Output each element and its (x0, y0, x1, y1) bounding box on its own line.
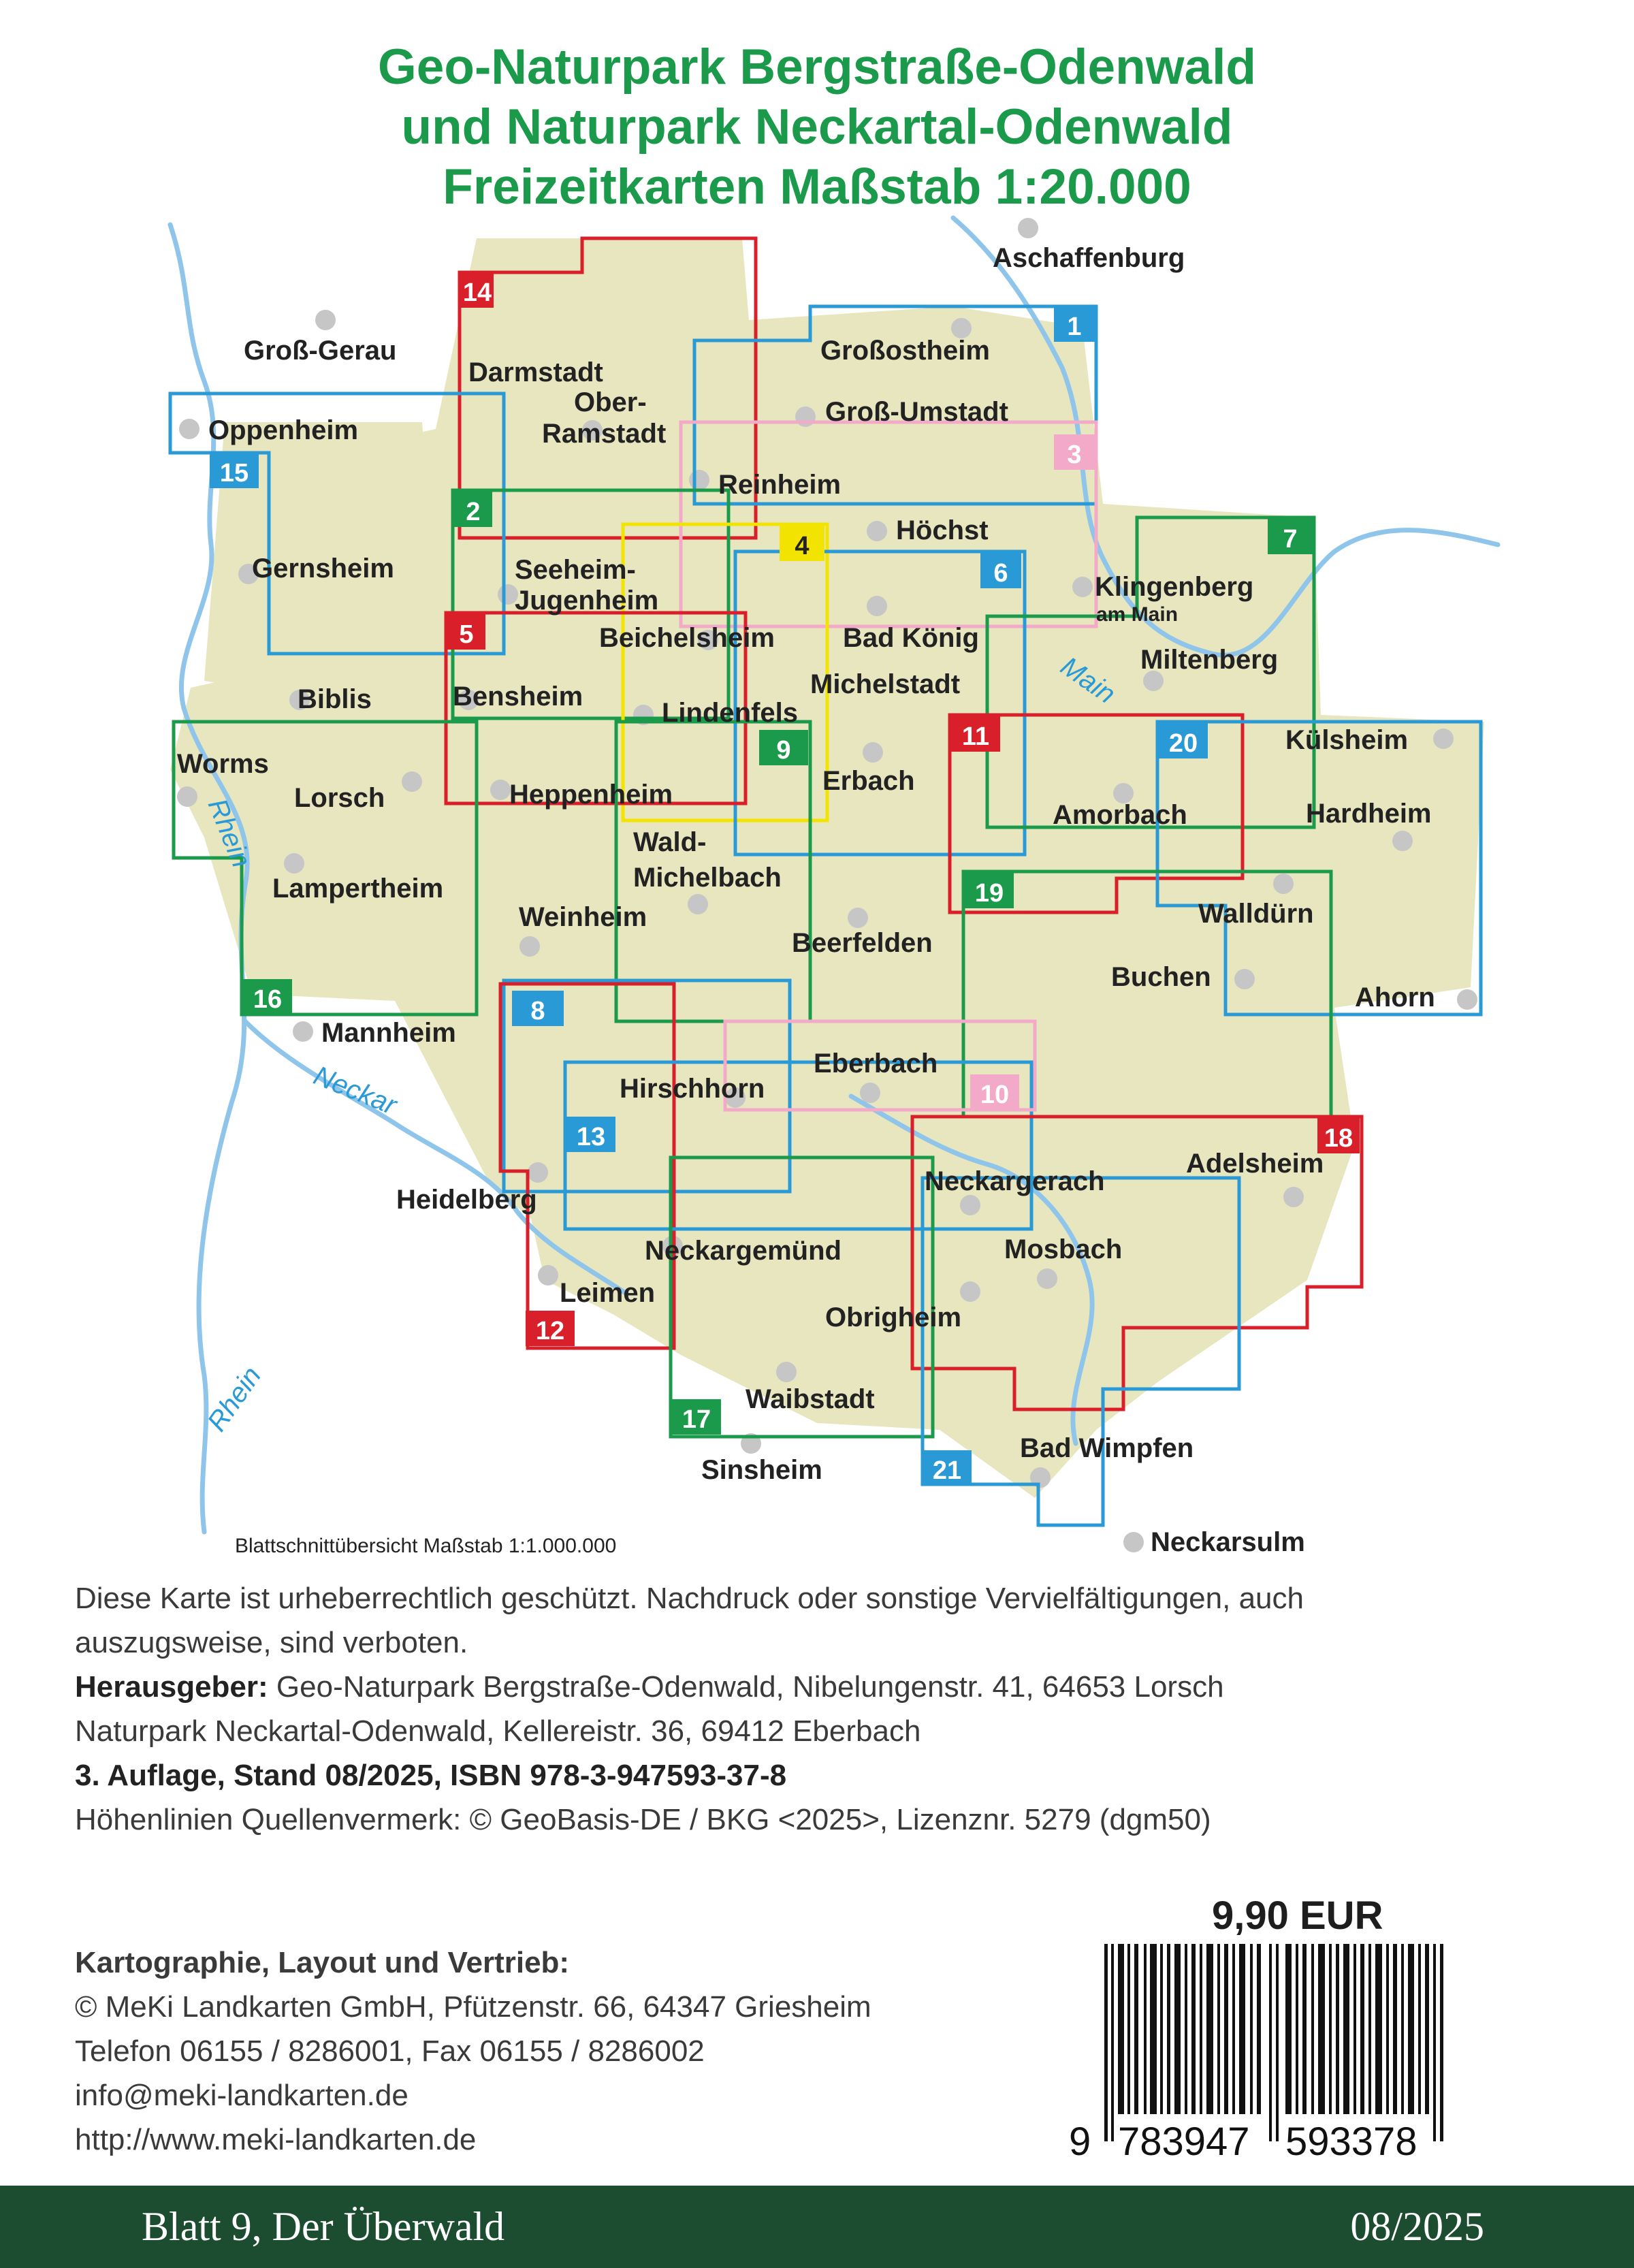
sheet-badge-3 (1054, 434, 1095, 470)
river-label-rhein-north: Rhein (202, 794, 257, 872)
svg-text:18: 18 (1324, 1124, 1353, 1153)
place-label: Beichelsheim (599, 623, 775, 653)
edition-text: 3. Auflage, Stand 08/2025, ISBN 978-3-947593-37-8 (75, 1759, 787, 1792)
sheet-badge-1 (1054, 306, 1095, 342)
place-label: Gernsheim (252, 554, 394, 584)
place-label: Neckargerach (925, 1166, 1105, 1196)
place-label: Groß-Gerau (244, 336, 397, 366)
sheet-badge-20 (1159, 723, 1208, 758)
place-label: Heppenheim (509, 780, 673, 810)
place-label: Mannheim (321, 1018, 456, 1048)
sheet-badge-18 (1317, 1118, 1360, 1153)
sheet-badge-8 (512, 991, 564, 1026)
barcode-group-1: 783947 (1118, 2120, 1250, 2162)
place-label: Külsheim (1285, 725, 1409, 755)
place-label: Groß-Umstadt (825, 397, 1008, 427)
place-label: Sinsheim (701, 1455, 822, 1485)
svg-text:7: 7 (1283, 525, 1298, 554)
footer-date: 08/2025 (1350, 2204, 1484, 2249)
place-label: Worms (177, 749, 269, 779)
svg-text:15: 15 (219, 459, 249, 488)
barcode (1069, 1944, 1532, 2162)
place-label: Bad Wimpfen (1020, 1433, 1194, 1463)
svg-text:6: 6 (993, 559, 1008, 588)
svg-text:12: 12 (535, 1317, 565, 1345)
place-label: Michelstadt (810, 669, 961, 699)
place-label: Bensheim (453, 682, 583, 712)
place-label: Lindenfels (662, 698, 799, 728)
place-label: Hirschhorn (620, 1074, 765, 1104)
price: 9,90 EUR (1212, 1894, 1383, 1938)
place-label: Walldürn (1198, 899, 1314, 929)
place-label: Wald- (633, 827, 707, 857)
website-link[interactable]: http://www.meki-landkarten.de (75, 2123, 477, 2156)
sheet-badge-10 (970, 1074, 1019, 1110)
sheet-badge-16 (243, 979, 292, 1015)
place-label: Waibstadt (746, 1384, 875, 1414)
svg-text:14: 14 (462, 278, 492, 307)
sheet-badge-2 (454, 492, 492, 527)
sheet-badge-11 (951, 716, 1000, 752)
barcode-digit-first: 9 (1069, 2120, 1091, 2162)
svg-text:19: 19 (974, 879, 1004, 908)
place-label: Lampertheim (272, 874, 444, 904)
svg-text:17: 17 (682, 1405, 711, 1434)
publisher-line-1 (75, 1665, 1573, 1709)
place-label: Höchst (896, 515, 989, 545)
river-label-main: Main (1055, 651, 1121, 710)
sheet-badge-7 (1268, 519, 1313, 554)
footer-sheet-title: Blatt 9, Der Überwald (142, 2204, 505, 2249)
credits-title-text: Kartographie, Layout und Vertrieb: (75, 1946, 570, 1979)
sheet-badge-9 (759, 730, 808, 765)
place-label: Ober- (574, 387, 647, 417)
svg-text:2: 2 (466, 498, 481, 526)
place-label: Weinheim (519, 902, 647, 932)
company: © MeKi Landkarten GmbH, Pfützenstr. 66, 64347 Griesheim (75, 1990, 871, 2024)
sheet-badge-6 (980, 553, 1021, 588)
svg-text:5: 5 (459, 620, 474, 649)
place-label: Obrigheim (825, 1303, 962, 1332)
place-label: Heidelberg (396, 1185, 537, 1215)
place-label: Neckarsulm (1151, 1527, 1305, 1557)
place-label: Oppenheim (208, 415, 359, 445)
sheet-badge-13 (566, 1117, 615, 1152)
place-label: Reinheim (718, 470, 842, 500)
imprint (75, 1576, 1573, 1842)
copyright-line-2: auszugsweise, sind verboten. (75, 1626, 468, 1659)
place-label: Neckargemünd (645, 1236, 842, 1266)
sheet-badge-15 (210, 453, 259, 488)
svg-text:8: 8 (530, 997, 545, 1025)
source-note: Höhenlinien Quellenvermerk: © GeoBasis-DE / BKG <2025>, Lizenznr. 5279 (dgm50) (75, 1803, 1211, 1836)
email-link[interactable]: info@meki-landkarten.de (75, 2079, 408, 2112)
place-label: Biblis (298, 684, 372, 714)
sheet-badge-5 (447, 614, 485, 650)
svg-text:4: 4 (795, 532, 810, 560)
place-label: Seeheim- (515, 555, 636, 585)
sheet-badge-21 (923, 1450, 972, 1486)
svg-text:11: 11 (961, 722, 990, 751)
svg-text:10: 10 (980, 1081, 1010, 1109)
river-label-rhein-south: Rhein (202, 1361, 268, 1437)
footer-bar (0, 2186, 1634, 2268)
river-label-neckar: Neckar (309, 1060, 401, 1121)
copyright-line-1: Diese Karte ist urheberrechtlich geschützt. Nachdruck oder sonstige Vervielfältigungen, auch (75, 1582, 1304, 1615)
svg-text:13: 13 (576, 1123, 606, 1151)
svg-text:3: 3 (1067, 441, 1082, 469)
place-label: Jugenheim (515, 586, 659, 616)
edition (75, 1753, 1573, 1798)
sheet-badge-12 (526, 1311, 575, 1346)
place-label: Großostheim (820, 336, 990, 366)
publisher-text: Geo-Naturpark Bergstraße-Odenwald, Nibelungenstr. 41, 64653 Lorsch (268, 1670, 1224, 1704)
place-label: Klingenberg (1095, 572, 1254, 602)
sheet-badge-4 (780, 526, 824, 561)
place-label: Beerfelden (792, 928, 933, 958)
place-label: Bad König (843, 623, 979, 653)
credits (75, 1940, 871, 2162)
publisher-line-2: Naturpark Neckartal-Odenwald, Kellereistr. 36, 69412 Eberbach (75, 1714, 921, 1748)
place-label: Aschaffenburg (993, 243, 1185, 273)
scale-note: Blattschnittübersicht Maßstab 1:1.000.000 (235, 1535, 617, 1557)
svg-text:1: 1 (1067, 313, 1082, 341)
place-label: Eberbach (814, 1049, 938, 1079)
title-line-2: und Naturpark Neckartal-Odenwald (401, 99, 1233, 155)
place-label: Ramstadt (542, 419, 667, 449)
place-label: Amorbach (1053, 800, 1187, 830)
svg-text:16: 16 (253, 985, 283, 1014)
credits-title (75, 1940, 871, 1985)
place-label: Darmstadt (468, 357, 603, 387)
place-label: Leimen (560, 1278, 656, 1308)
svg-text:9: 9 (776, 736, 791, 765)
phone: Telefon 06155 / 8286001, Fax 06155 / 8286002 (75, 2034, 705, 2068)
svg-text:21: 21 (932, 1456, 962, 1485)
place-label: am Main (1096, 603, 1179, 626)
place-label: Michelbach (633, 863, 782, 893)
publisher-label: Herausgeber: (75, 1670, 268, 1704)
place-label: Erbach (822, 766, 915, 796)
title-line-3: Freizeitkarten Maßstab 1:20.000 (443, 159, 1191, 214)
svg-text:20: 20 (1168, 729, 1198, 758)
place-label: Lorsch (294, 783, 385, 813)
place-label: Mosbach (1004, 1234, 1123, 1264)
title-line-1: Geo-Naturpark Bergstraße-Odenwald (378, 39, 1256, 95)
place-label: Hardheim (1306, 799, 1432, 829)
sheet-badge-19 (965, 873, 1014, 908)
barcode-group-2: 593378 (1285, 2120, 1417, 2162)
sheet-badge-17 (672, 1399, 721, 1435)
place-label: Adelsheim (1186, 1149, 1324, 1179)
place-label: Ahorn (1355, 983, 1435, 1012)
place-label: Miltenberg (1140, 645, 1279, 675)
sheet-badge-14 (461, 272, 494, 308)
place-label: Buchen (1111, 962, 1211, 992)
